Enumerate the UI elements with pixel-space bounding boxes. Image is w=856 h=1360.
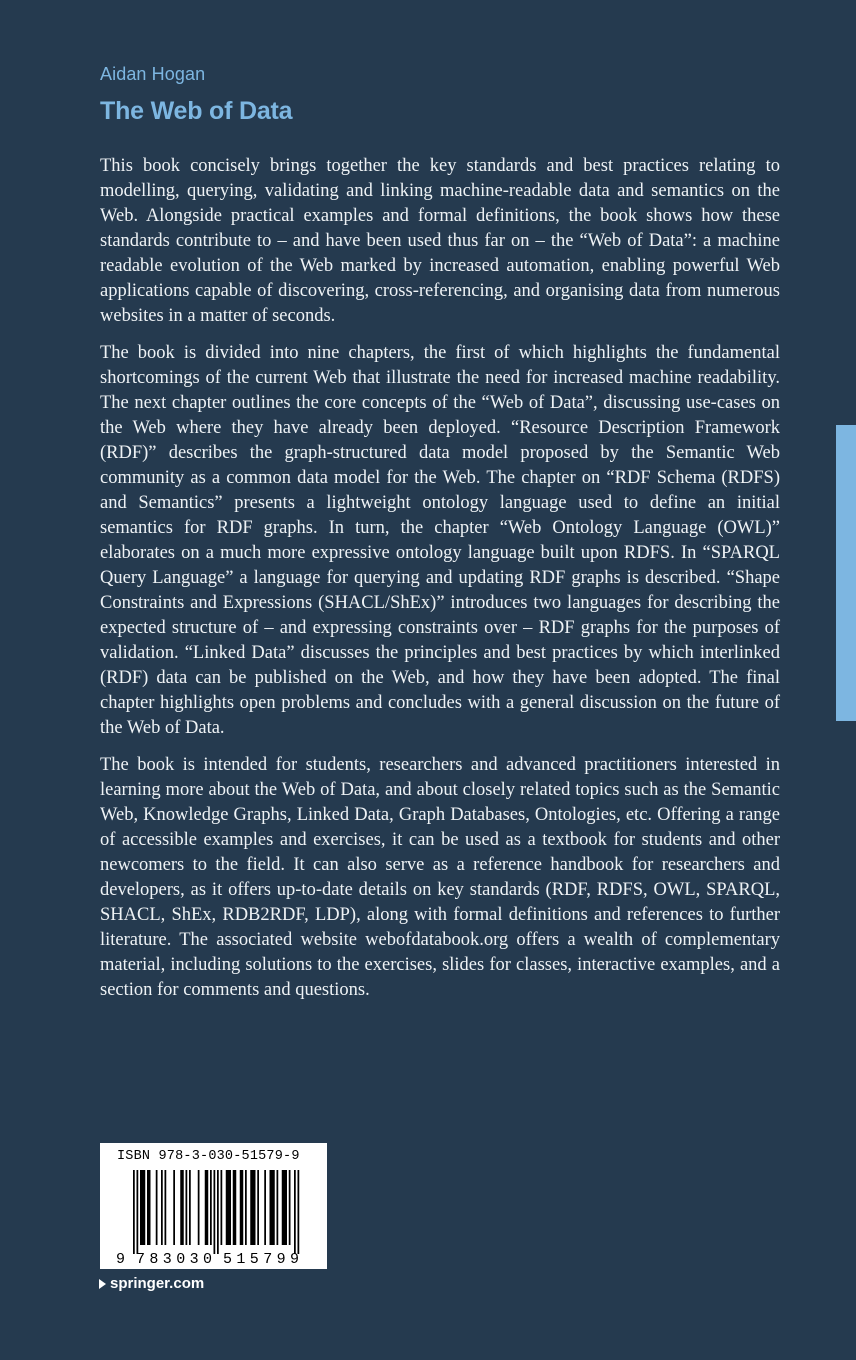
barcode-bar-21 — [250, 1170, 255, 1245]
book-title: The Web of Data — [100, 97, 293, 125]
barcode-bar-1 — [137, 1170, 139, 1254]
barcode-bar-9 — [186, 1170, 188, 1245]
barcode-right-digits: 515799 — [223, 1251, 299, 1268]
barcode-bar-16 — [221, 1170, 223, 1245]
barcode-bar-5 — [161, 1170, 163, 1245]
barcode-bar-29 — [298, 1170, 300, 1254]
barcode-bar-6 — [165, 1170, 167, 1245]
blurb-paragraph-1: This book concisely brings together the key standards and best practices relating to modelling, querying, validating and linking machine-readable data and semantics on the Web. Alongside practical examples and formal definitions, the book shows how these standards contribute to – and have been used thus far on – the “Web of Data”: a machine readable evolution of the Web marked by increased automation, enabling powerful Web applications capable of discovering, cross-referencing, and organising data from numerous websites in a matter of seconds. — [100, 156, 780, 326]
back-cover-blurb — [100, 154, 780, 1015]
publisher-url: springer.com — [110, 1275, 205, 1292]
barcode-bar-19 — [240, 1170, 244, 1245]
barcode-left-digits: 783030 — [136, 1251, 212, 1268]
barcode-bar-3 — [147, 1170, 151, 1245]
barcode-bar-12 — [205, 1170, 209, 1245]
author-name: Aidan Hogan — [100, 64, 206, 84]
barcode-bar-4 — [156, 1170, 158, 1245]
barcode-bar-8 — [180, 1170, 184, 1245]
barcode-bar-10 — [189, 1170, 191, 1245]
barcode-bar-18 — [233, 1170, 237, 1245]
spine-color-tab — [836, 425, 856, 721]
blurb-paragraph-3: The book is intended for students, researchers and advanced practitioners interested in learning more about the Web of Data, and about closely related topics such as the Semantic Web, Knowledge Graphs, Linked Data, Graph Databases, Ontologies, etc. Offering a range of accessible examples and exercises, it can be used as a textbook for students and other newcomers to the field. It can also serve as a reference handbook for researchers and developers, as it offers up-to-date details on key standards (RDF, RDFS, OWL, SPARQL, SHACL, ShEx, RDB2RDF, LDP), along with formal definitions and references to further literature. The associated website webofdatabook.org offers a wealth of complementary material, including solutions to the exercises, slides for classes, interactive examples, and a section for comments and questions. — [100, 755, 780, 1000]
isbn-barcode-box — [100, 1143, 327, 1269]
barcode-bar-15 — [217, 1170, 219, 1254]
barcode-lead-digit: 9 — [116, 1251, 126, 1268]
barcode-bar-0 — [133, 1170, 135, 1254]
barcode-bar-14 — [214, 1170, 216, 1254]
barcode-bar-20 — [245, 1170, 247, 1245]
barcode-bar-17 — [226, 1170, 231, 1245]
barcode-bar-26 — [282, 1170, 287, 1245]
barcode-bar-25 — [277, 1170, 279, 1245]
barcode-bar-13 — [210, 1170, 212, 1245]
blurb-paragraph-2: The book is divided into nine chapters, the first of which highlights the fundamental shortcomings of the current Web that illustrate the need for increased machine readability. The next chapter outlines the core concepts of the “Web of Data”, discussing use-cases on the Web where they have already been deployed. “Resource Description Framework (RDF)” describes the graph-structured data model proposed by the Semantic Web community as a common data model for the Web. The chapter on “RDF Schema (RDFS) and Semantics” presents a lightweight ontology language used to define an initial semantics for RDF graphs. In turn, the chapter “Web Ontology Language (OWL)” elaborates on a much more expressive ontology language built upon RDFS. In “SPARQL Query Language” a language for querying and updating RDF graphs is described. “Shape Constraints and Expressions (SHACL/ShEx)” introduces two languages for describing the expected structure of – and expressing constraints over – RDF graphs for the purposes of validation. “Linked Data” discusses the principles and best practices by which interlinked (RDF) data can be published on the Web, and how they have been adopted. The final chapter highlights open problems and concludes with a general discussion on the future of the Web of Data. — [100, 343, 780, 738]
barcode-bar-2 — [140, 1170, 145, 1245]
barcode-bar-22 — [257, 1170, 259, 1245]
publisher-link[interactable] — [99, 1275, 204, 1292]
barcode-bar-28 — [294, 1170, 296, 1254]
barcode-bar-24 — [270, 1170, 275, 1245]
barcode-bar-27 — [289, 1170, 291, 1245]
isbn-label: ISBN 978-3-030-51579-9 — [117, 1149, 300, 1164]
barcode-bar-23 — [264, 1170, 266, 1245]
arrow-right-icon — [99, 1279, 106, 1289]
barcode-bar-11 — [198, 1170, 200, 1245]
barcode-bar-7 — [173, 1170, 175, 1245]
